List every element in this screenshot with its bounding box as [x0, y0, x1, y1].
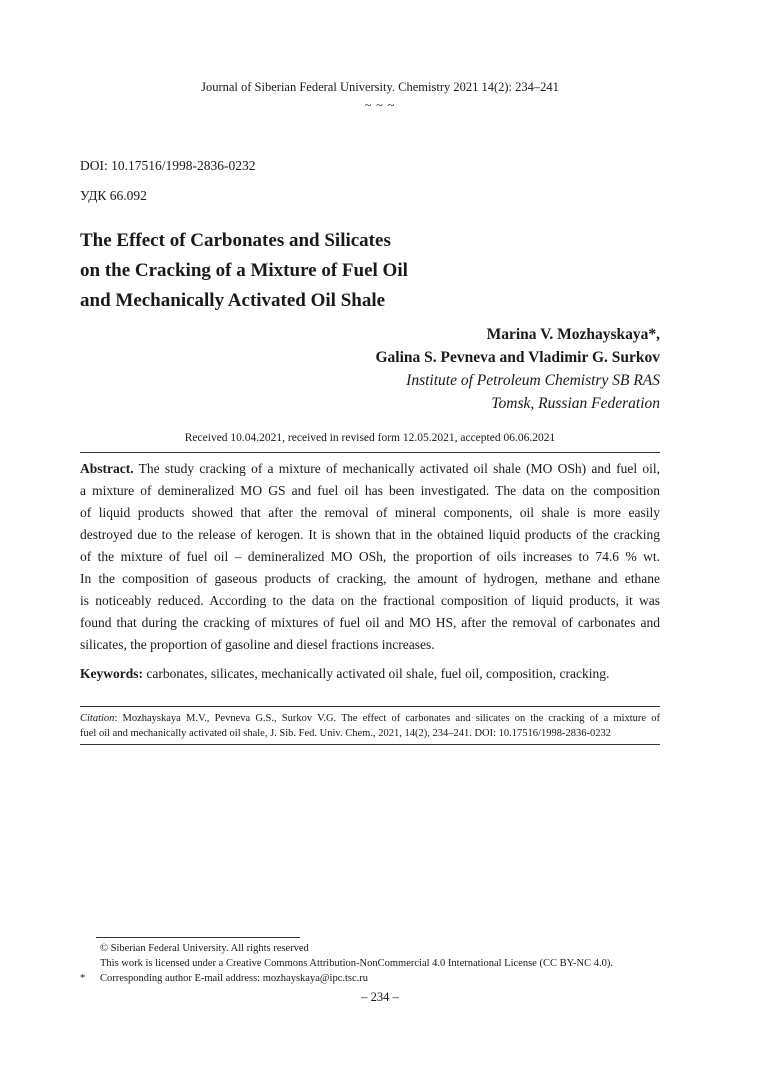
- article-title: [80, 226, 640, 316]
- abstract-text: The study cracking of a mixture of mechanically activated oil shale (MO OSh) and fuel oil,: [138, 461, 660, 476]
- title-line: and Mechanically Activated Oil Shale: [80, 290, 386, 311]
- citation-line: [80, 711, 660, 726]
- abstract-line: destroyed due to the release of kerogen. It is shown that in the obtained liquid products of the cracking: [80, 527, 660, 542]
- abstract-line: of liquid products showed that after the removal of mineral components, oil shale is more easily: [80, 505, 660, 520]
- affiliation-line: Tomsk, Russian Federation: [491, 395, 660, 412]
- abstract-paragraph: [80, 458, 660, 656]
- license-note: This work is licensed under a Creative Commons Attribution-NonCommercial 4.0 International License (CC BY-NC 4.0).: [100, 958, 613, 969]
- citation-block: [80, 711, 660, 741]
- citation-divider-top: [80, 706, 660, 707]
- author-block: [375, 323, 660, 415]
- abstract-line: found that during the cracking of mixtures of fuel oil and MO HS, after the removal of carbonates and: [80, 615, 660, 630]
- udk-line: УДК 66.092: [80, 188, 147, 203]
- keywords-line: [80, 666, 660, 682]
- footnote-divider: [96, 937, 300, 938]
- keywords-text: carbonates, silicates, mechanically activated oil shale, fuel oil, composition, cracking.: [146, 666, 610, 681]
- keywords-label: Keywords:: [80, 666, 143, 681]
- footnotes: [80, 941, 680, 986]
- author-line: Marina V. Mozhayskaya*,: [486, 326, 660, 343]
- corresponding-note: [80, 971, 680, 986]
- citation-label: Citation: [80, 713, 115, 724]
- citation-line: fuel oil and mechanically activated oil shale, J. Sib. Fed. Univ. Chem., 2021, 14(2), 234–241. DOI: 10.17516/1998-2836-0232: [80, 728, 611, 739]
- received-dates: Received 10.04.2021, received in revised form 12.05.2021, accepted 06.06.2021: [184, 432, 556, 444]
- top-divider: [80, 452, 660, 453]
- abstract-label: Abstract.: [80, 461, 134, 476]
- citation-text: : Mozhayskaya M.V., Pevneva G.S., Surkov V.G. The effect of carbonates and silicates on the cracking of a mixture of: [114, 713, 660, 724]
- journal-header: Journal of Siberian Federal University. Chemistry 2021 14(2): 234–241: [201, 80, 559, 94]
- citation-divider-bottom: [80, 744, 660, 745]
- doi-line: DOI: 10.17516/1998-2836-0232: [80, 158, 256, 173]
- author-line: Galina S. Pevneva and Vladimir G. Surkov: [375, 349, 660, 366]
- title-line: on the Cracking of a Mixture of Fuel Oil: [80, 260, 408, 281]
- abstract-line: a mixture of demineralized MO GS and fuel oil has been investigated. The data on the composition: [80, 483, 660, 498]
- abstract-line: is noticeably reduced. According to the data on the fractional composition of liquid products, it was: [80, 593, 660, 608]
- corresponding-text: Corresponding author E-mail address: mozhayskaya@ipc.tsc.ru: [100, 973, 369, 984]
- copyright-note: © Siberian Federal University. All rights reserved: [100, 943, 309, 954]
- title-line: The Effect of Carbonates and Silicates: [80, 230, 391, 251]
- asterisk-mark: *: [80, 973, 86, 984]
- affiliation-line: Institute of Petroleum Chemistry SB RAS: [406, 372, 660, 389]
- header-separator: ~ ~ ~: [364, 98, 396, 112]
- abstract-line: In the composition of gaseous products of cracking, the amount of hydrogen, methane and ethane: [80, 571, 660, 586]
- abstract-line: of the mixture of fuel oil – demineralized MO OSh, the proportion of oils increases to 74.6 % wt.: [80, 549, 660, 564]
- abstract-line: [80, 458, 660, 480]
- abstract-line: silicates, the proportion of gasoline and diesel fractions increases.: [80, 637, 435, 652]
- page-number: – 234 –: [361, 990, 399, 1004]
